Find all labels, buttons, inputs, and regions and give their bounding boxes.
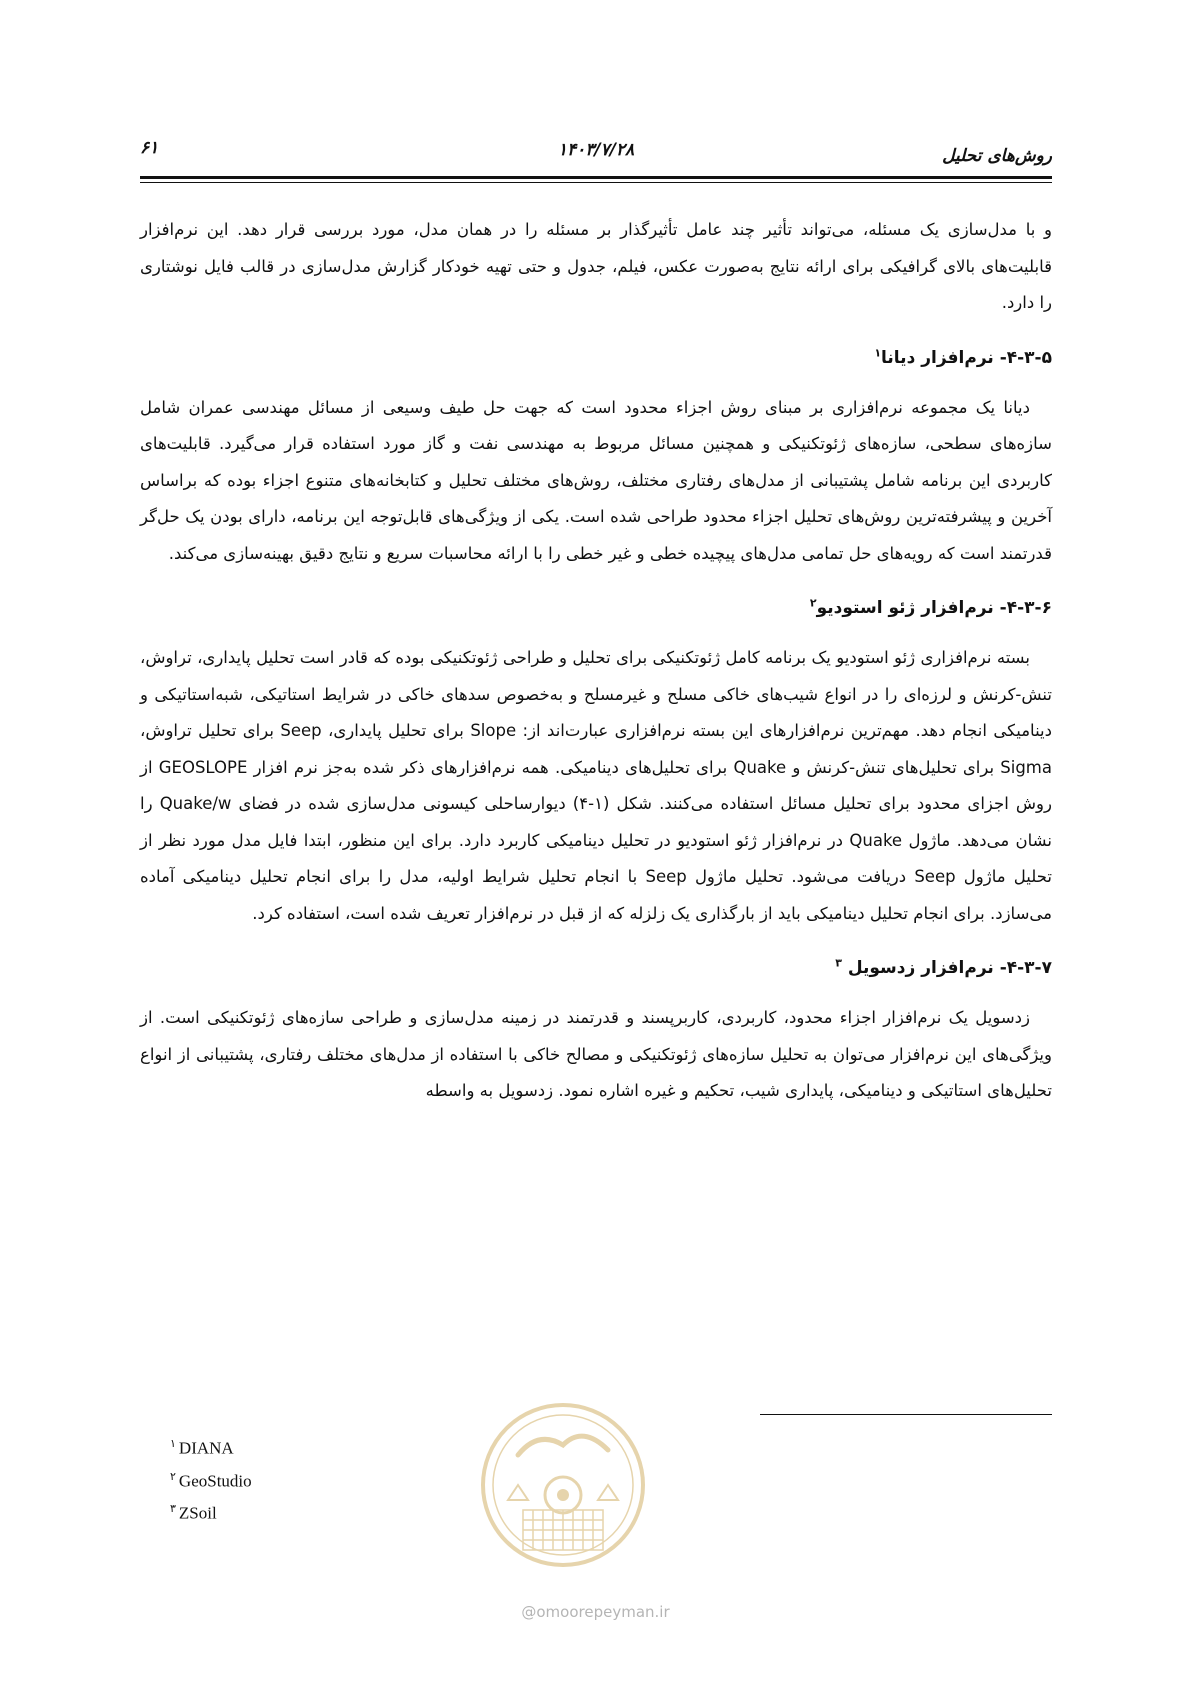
heading-text: ۴-۳-۶- نرم‌افزار ژئو استودیو <box>816 598 1052 618</box>
footnote-ref: ۱ <box>874 345 882 359</box>
header-rule-thin <box>140 182 1052 183</box>
page-header <box>140 138 1052 170</box>
footnote-ref: ۲ <box>809 596 817 610</box>
footnote-number: ۱ <box>170 1438 176 1450</box>
footnote-number: ۲ <box>170 1470 176 1483</box>
watermark-site-text: omoorepeyman.ir <box>536 1603 670 1621</box>
footnote-text: DIANA <box>178 1438 234 1458</box>
footnote-item <box>170 1463 252 1496</box>
footnote-text: GeoStudio <box>178 1471 252 1491</box>
header-rule-thick <box>140 176 1052 179</box>
paragraph-geostudio: بسته نرم‌افزاری ژئو استودیو یک برنامه کامل ژئوتکنیکی برای تحلیل و طراحی ژئوتکنیکی بوده که قادر است تحلیل پایداری، تراوش، تنش-کرنش و لرزه‌ای را در انواع شیب‌های خاکی مسلح و غیرمسلح و به‌خصوص سدهای خاکی در شرایط استاتیکی، شبه‌استاتیکی و دینامیکی انجام دهد. مهم‌ترین نرم‌افزارهای این بسته نرم‌افزاری عبارت‌اند از: Slope برای تحلیل پایداری، Seep برای تحلیل تراوش، Sigma برای تحلیل‌های تنش-کرنش و Quake برای تحلیل‌های دینامیکی. همه نرم‌افزارهای ذکر شده به‌جز نرم افزار GEOSLOPE از روش اجزای محدود برای تحلیل مسائل استفاده می‌کنند. شکل (۱-۴) دیوارساحلی کیسونی مدل‌سازی شده در فضای Quake/w را نشان می‌دهد. ماژول Quake در نرم‌افزار ژئو استودیو در تحلیل دینامیکی کاربرد دارد. برای این منظور، ابتدا فایل مدل مورد نظر از تحلیل ماژول Seep دریافت می‌شود. تحلیل ماژول Seep با انجام تحلیل شرایط اولیه، مدل را برای انجام تحلیل دینامیکی آماده می‌سازد. برای انجام تحلیل دینامیکی باید از بارگذاری یک زلزله که از قبل در نرم‌افزار تعریف شده است، استفاده کرد. <box>140 648 1052 923</box>
paragraph-intro: و با مدل‌سازی یک مسئله، می‌تواند تأثیر چند عامل تأثیرگذار بر مسئله را در همان مدل، مورد بررسی قرار دهد. این نرم‌افزار قابلیت‌های بالای گرافیکی برای ارائه نتایج به‌صورت عکس، فیلم، جدول و حتی تهیه خودکار گزارش مدل‌سازی در قالب فایل نوشتاری را دارد. <box>140 220 1052 312</box>
paragraph-diana: دیانا یک مجموعه نرم‌افزاری بر مبنای روش اجزاء محدود است که جهت حل طیف وسیعی از مسائل مهندسی عمران شامل سازه‌های سطحی، سازه‌های ژئوتکنیکی و همچنین مسائل مربوط به مهندسی نفت و گاز مورد استفاده قرار می‌گیرد. قابلیت‌های کاربردی این برنامه شامل پشتیبانی از مدل‌های رفتاری مختلف، روش‌های مختلف تحلیل و کتابخانه‌های متنوع اجزاء بوده که براساس آخرین و پیشرفته‌ترین روش‌های تحلیل اجزاء محدود طراحی شده است. یکی از ویژگی‌های قابل‌توجه این برنامه، دارای بودن یک حل‌گر قدرتمند است که رویه‌های حل تمامی مدل‌های پیچیده خطی و غیر خطی را با ارائه محاسبات سریع و نتایج دقیق بهینه‌سازی می‌کند. <box>140 397 1052 563</box>
footnote-item <box>170 1430 252 1463</box>
section-heading-geostudio <box>140 590 1052 626</box>
body-content <box>140 212 1052 1110</box>
footnote-text: ZSoil <box>178 1503 217 1523</box>
footnote-ref: ۳ <box>835 956 842 970</box>
footnote-separator <box>760 1414 1052 1415</box>
footnotes <box>170 1430 252 1528</box>
paragraph-zsoil: زدسویل یک نرم‌افزار اجزاء محدود، کاربردی، کاربرپسند و قدرتمند در زمینه مدل‌سازی و طراحی سازه‌های ژئوتکنیکی است. از ویژگی‌های این نرم‌افزار می‌توان به تحلیل سازه‌های ژئوتکنیکی و مصالح خاکی با استفاده از مدل‌های مختلف رفتاری، پشتیبانی از انواع تحلیل‌های استاتیکی و دینامیکی، پایداری شیب، تحکیم و غیره اشاره نمود. زدسویل به واسطه <box>140 1008 1052 1100</box>
header-title: روش‌های تحلیل <box>942 146 1052 166</box>
section-heading-diana <box>140 340 1052 376</box>
header-date: ۱۴۰۳/۷/۲۸ <box>557 140 635 160</box>
page-number: ۶۱ <box>140 138 159 158</box>
heading-text: ۴-۳-۵- نرم‌افزار دیانا <box>881 347 1052 368</box>
heading-text: ۴-۳-۷- نرم‌افزار زدسویل <box>847 958 1052 978</box>
section-heading-zsoil <box>140 950 1052 986</box>
watermark-seal-icon <box>478 1400 648 1570</box>
watermark-site: @omoorepeyman.ir <box>521 1603 670 1621</box>
footnote-number: ۳ <box>170 1503 176 1516</box>
footnote-item <box>170 1495 252 1528</box>
